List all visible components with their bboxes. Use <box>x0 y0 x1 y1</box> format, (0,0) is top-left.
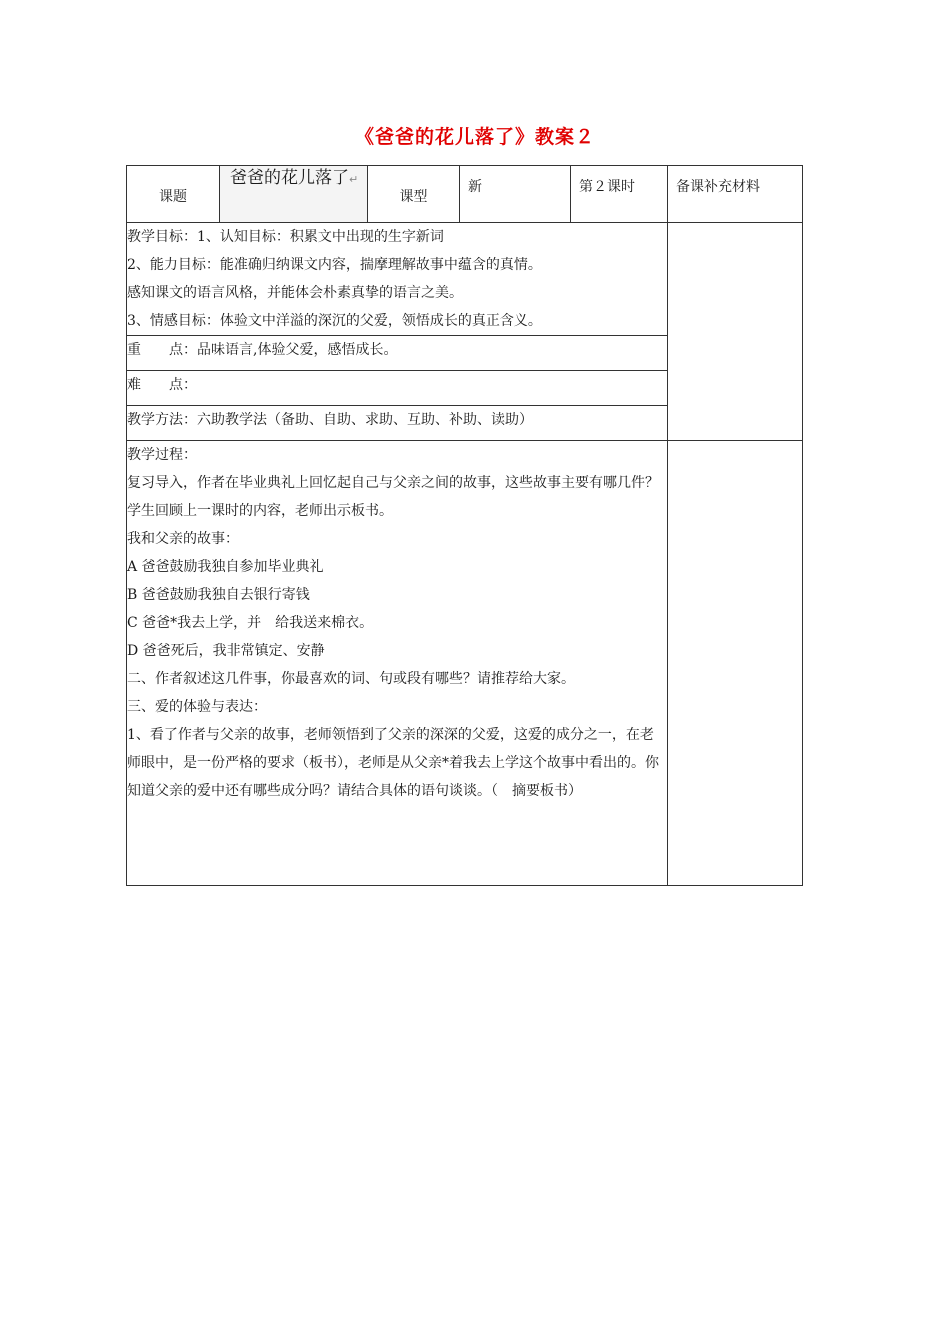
topic-label: 课题 <box>127 166 220 223</box>
process-line: C 爸爸*我去上学，并 给我送来棉衣。 <box>127 615 374 631</box>
process-line: 教学过程： <box>127 447 197 463</box>
process-row <box>127 441 803 886</box>
process-line: B 爸爸鼓励我独自去银行寄钱 <box>127 587 310 603</box>
goal-line: 2、能力目标：能准确归纳课文内容，揣摩理解故事中蕴含的真情。 <box>127 257 542 273</box>
topic-value-cell <box>220 166 368 223</box>
type-label: 课型 <box>368 166 460 223</box>
header-row <box>127 166 803 223</box>
process-line: 1、看了作者与父亲的故事，老师领悟到了父亲的深深的父爱，这爱的成分之一，在老师眼中，是一份严格的要求（板书），老师是从父亲*着我去上学这个故事中看出的。你知道父亲的爱中还有哪些成分吗？请结合具体的语句谈谈。（ 摘要板书） <box>127 727 659 799</box>
supplement-label: 备课补充材料 <box>668 166 803 223</box>
teaching-method: 教学方法：六助教学法（备助、自助、求助、互助、补助、读助） <box>127 406 668 441</box>
return-mark-icon: ↵ <box>349 173 359 186</box>
type-value: 新 <box>460 166 571 223</box>
goal-line: 感知课文的语言风格，并能体会朴素真挚的语言之美。 <box>127 285 463 301</box>
supplement-cell-bottom <box>668 441 803 886</box>
difficulty: 难 点： <box>127 371 668 406</box>
process-line: 二、作者叙述这几件事，你最喜欢的词、句或段有哪些？请推荐给大家。 <box>127 671 575 687</box>
process-line: A 爸爸鼓励我独自参加毕业典礼 <box>127 559 324 575</box>
goal-line: 3、情感目标：体验文中洋溢的深沉的父爱，领悟成长的真正含义。 <box>127 313 542 329</box>
supplement-cell-top <box>668 223 803 441</box>
process-line: 三、爱的体验与表达： <box>127 699 267 715</box>
lesson-plan-table <box>126 165 803 886</box>
topic-value: 爸爸的花儿落了 <box>230 168 349 188</box>
goals-row <box>127 223 803 336</box>
process-line: 我和父亲的故事： <box>127 531 239 547</box>
goal-line: 教学目标：1、认知目标：积累文中出现的生字新词 <box>127 229 444 245</box>
document-title: 《爸爸的花儿落了》教案２ <box>354 126 595 148</box>
process-line: 复习导入，作者在毕业典礼上回忆起自己与父亲之间的故事，这些故事主要有哪几件？学生回顾上一课时的内容，老师出示板书。 <box>127 475 659 519</box>
key-point: 重 点：品味语言,体验父爱，感悟成长。 <box>127 336 668 371</box>
process-cell <box>127 441 668 886</box>
period-value: 第２课时 <box>571 166 668 223</box>
process-line: D 爸爸死后，我非常镇定、安静 <box>127 643 325 659</box>
goals-cell <box>127 223 668 336</box>
